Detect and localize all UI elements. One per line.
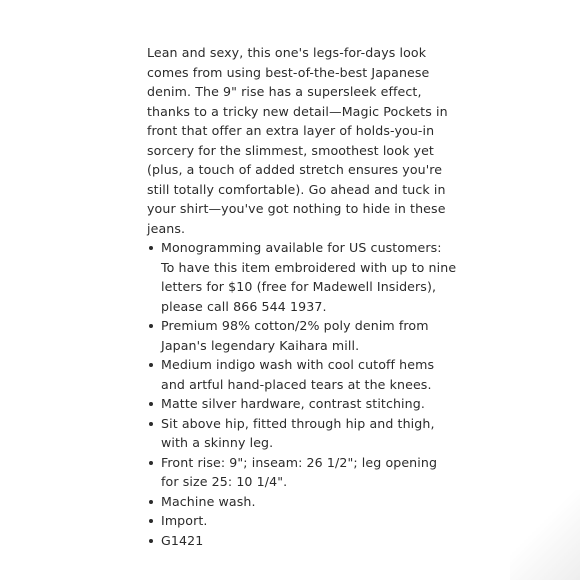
feature-text: Front rise: 9"; inseam: 26 1/2"; leg opening for size 25: 10 1/4". bbox=[161, 454, 438, 489]
feature-text: Machine wash. bbox=[161, 493, 256, 509]
corner-shadow bbox=[510, 490, 580, 580]
list-item bbox=[147, 316, 457, 355]
feature-list bbox=[147, 238, 457, 550]
list-item bbox=[147, 531, 457, 551]
bullet-icon bbox=[149, 246, 153, 250]
bullet-icon bbox=[149, 402, 153, 406]
bullet-icon bbox=[149, 519, 153, 523]
feature-text: Medium indigo wash with cool cutoff hems and artful hand-placed tears at the knees. bbox=[161, 357, 435, 392]
feature-text: Monogramming available for US customers: To have this item embroidered with up to nine letters for $10 (free for Madewell Insiders), please call 866 544 1937. bbox=[161, 240, 457, 314]
product-description bbox=[147, 43, 457, 550]
bullet-icon bbox=[149, 500, 153, 504]
description-intro: Lean and sexy, this one's legs-for-days look comes from using best-of-the-best Japanese denim. The 9" rise has a supersleek effect, thanks to a tricky new detail—Magic Pockets in front that offer an extra layer of holds-you-in sorcery for the slimmest, smoothest look yet (plus, a touch of added stretch ensures you're still totally comfortable). Go ahead and tuck in your shirt—you've got nothing to hide in these jeans. bbox=[147, 45, 448, 236]
bullet-icon bbox=[149, 461, 153, 465]
bullet-icon bbox=[149, 539, 153, 543]
list-item bbox=[147, 492, 457, 512]
list-item bbox=[147, 355, 457, 394]
feature-text: Matte silver hardware, contrast stitching. bbox=[161, 396, 425, 411]
bullet-icon bbox=[149, 324, 153, 328]
list-item bbox=[147, 414, 457, 453]
list-item bbox=[147, 453, 457, 492]
feature-text: Import. bbox=[161, 513, 208, 528]
bullet-icon bbox=[149, 363, 153, 367]
list-item bbox=[147, 238, 457, 316]
feature-text: Sit above hip, fitted through hip and thigh, with a skinny leg. bbox=[161, 415, 435, 450]
list-item bbox=[147, 511, 457, 531]
list-item bbox=[147, 394, 457, 414]
feature-text: Premium 98% cotton/2% poly denim from Japan's legendary Kaihara mill. bbox=[161, 318, 429, 353]
bullet-icon bbox=[149, 422, 153, 426]
feature-text: G1421 bbox=[161, 532, 204, 548]
